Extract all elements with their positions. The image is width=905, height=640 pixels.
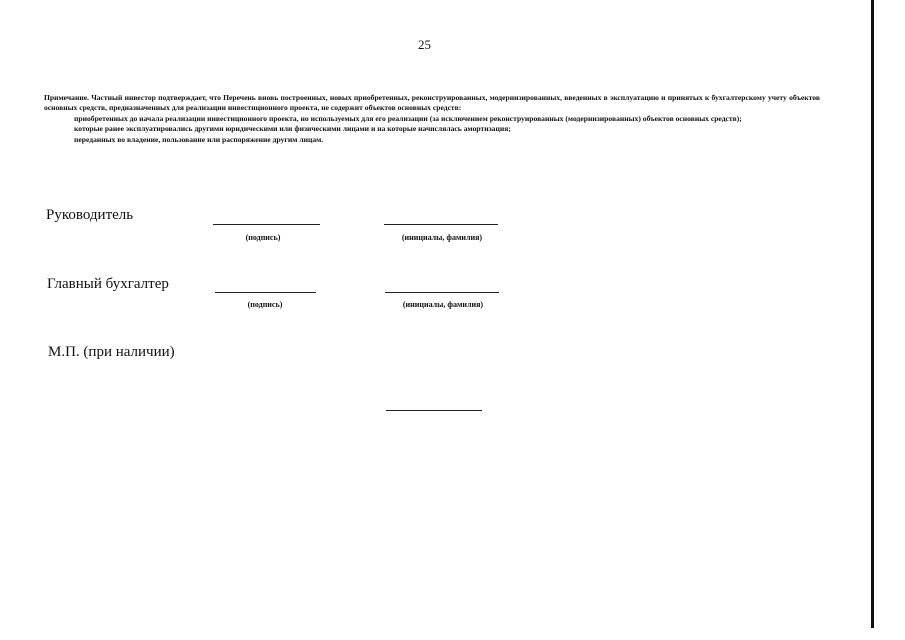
note-item: которые ранее эксплуатировались другими юридическими или физическими лицами и на которые начислялась амортизация;: [74, 124, 511, 134]
director-label: Руководитель: [46, 207, 134, 223]
chief-accountant-label: Главный бухгалтер: [47, 276, 169, 292]
director-signature-caption: (подпись): [245, 233, 281, 242]
page-edge-border: [871, 0, 874, 628]
note-item: переданных во владение, пользование или распоряжение другим лицам.: [74, 134, 324, 144]
end-divider: [386, 410, 482, 411]
director-name-caption: (инициалы, фамилия): [401, 233, 483, 242]
chief-accountant-signature-caption: (подпись): [247, 300, 283, 309]
director-signature-line: [213, 224, 320, 225]
note-block: [44, 93, 820, 145]
chief-accountant-name-line: [385, 292, 499, 293]
page-number: 25: [418, 37, 431, 52]
director-name-line: [384, 224, 498, 225]
seal-label: М.П. (при наличии): [48, 344, 175, 360]
note-intro: Примечание. Частный инвестор подтверждает, что Перечень вновь построенных, новых приобретенных, реконструированных, модернизированных, введенных в эксплуатацию и принятых к бухгалтерскому учету объектов основных средств, предназначенных для реализации инвестиционного проекта, не содержит объектов основных средств:: [44, 93, 820, 113]
chief-accountant-name-caption: (инициалы, фамилия): [402, 300, 484, 309]
chief-accountant-signature-line: [215, 292, 316, 293]
note-item: приобретенных до начала реализации инвестиционного проекта, но используемых для его реализации (за исключением реконструированных (модернизированных) объектов основных средств);: [74, 113, 742, 123]
